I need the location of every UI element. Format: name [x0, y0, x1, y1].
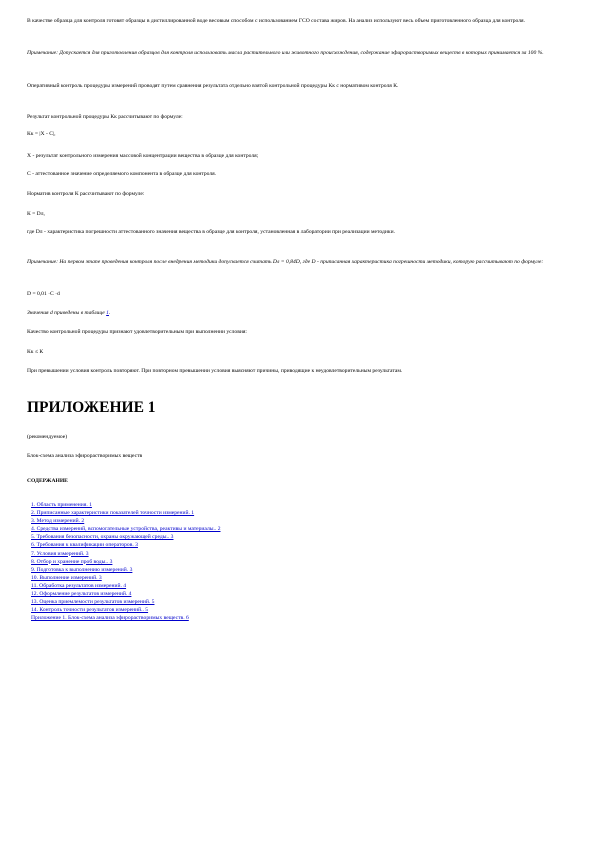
- toc-item: [31, 533, 221, 541]
- table-of-contents: [31, 501, 221, 622]
- toc-item: [31, 582, 221, 590]
- toc-link-4[interactable]: 4. Средства измерений, вспомогательные устройства, реактивы и материалы.. 2: [31, 526, 221, 533]
- toc-link-5[interactable]: 5. Требования безопасности, охраны окружающей среды.. 3: [31, 534, 174, 541]
- formula-condition: Кк ≤ К: [27, 349, 44, 355]
- formula-kk: Кк = |Х - С|,: [27, 131, 56, 137]
- toc-item: [31, 558, 221, 566]
- paragraph-quality-condition: Качество контрольной процедуры признают удовлетворительным при выполнении условия:: [27, 329, 247, 335]
- paragraph-table-reference: [27, 309, 562, 317]
- toc-link-6[interactable]: 6. Требования к квалификации операторов. 3: [31, 542, 138, 549]
- toc-item: [31, 525, 221, 533]
- table-reference-end: .: [108, 310, 111, 316]
- toc-link-10[interactable]: 10. Выполнение измерений. 3: [31, 574, 102, 581]
- toc-item: [31, 566, 221, 574]
- definition-dl: где Dл - характеристика погрешности аттестованного значения вещества в образце для контроля, установленная в лаборатории при реализации методики.: [27, 229, 395, 235]
- toc-link-12[interactable]: 12. Оформление результатов измерений. 4: [31, 591, 132, 598]
- toc-link-8[interactable]: 8. Отбор и хранение проб воды.. 3: [31, 558, 113, 565]
- toc-item: [31, 574, 221, 582]
- toc-link-2[interactable]: 2. Приписанные характеристики показателей точности измерений. 1: [31, 510, 195, 517]
- table-reference-text: Значения d приведены в таблице: [27, 310, 107, 316]
- toc-item: [31, 590, 221, 598]
- toc-title: СОДЕРЖАНИЕ: [27, 478, 68, 484]
- toc-item: [31, 501, 221, 509]
- formula-d: D = 0,01 ·С ·d: [27, 291, 60, 297]
- toc-link-appendix[interactable]: Приложение 1. Блок-схема анализа эфирорастворимых веществ. 6: [31, 615, 189, 622]
- toc-item: [31, 541, 221, 549]
- definition-x: Х - результат контрольного измерения массовой концентрации вещества в образце для контроля;: [27, 153, 259, 159]
- toc-link-11[interactable]: 11. Обработка результатов измерений. 4: [31, 582, 127, 589]
- toc-item: [31, 614, 221, 622]
- toc-link-3[interactable]: 3. Метод измерений. 2: [31, 518, 85, 525]
- toc-link-9[interactable]: 9. Подготовка к выполнению измерений. 3: [31, 566, 133, 573]
- toc-link-7[interactable]: 7. Условия измерений. 3: [31, 550, 89, 557]
- toc-link-1[interactable]: 1. Область применения. 1: [31, 502, 92, 508]
- paragraph-norm-intro: Норматив контроля К рассчитывают по формуле:: [27, 191, 145, 197]
- definition-c: С - аттестованное значение определяемого компонента в образце для контроля.: [27, 171, 217, 177]
- paragraph-formula-intro: Результат контрольной процедуры Кк рассчитывают по формуле:: [27, 114, 183, 120]
- note-first-stage: Примечание: На первом этапе проведения контроля после внедрения методики допускается считать Dл = 0,84D, где D - приписанная характеристика погрешности методики, которую рассчитывают по формуле:: [27, 259, 544, 265]
- toc-link-14[interactable]: 14. Контроль точности результатов измерений.. 5: [31, 607, 149, 614]
- toc-item: [31, 550, 221, 558]
- paragraph-sample-preparation: В качестве образца для контроля готовят образцы в дистиллированной воде весовым способом с использованием ГСО состава жиров. На анализ используют весь объем приготовленного образца для контроля.: [27, 18, 526, 24]
- toc-item: [31, 517, 221, 525]
- toc-link-13[interactable]: 13. Оценка приемлемости результатов измерений. 5: [31, 599, 155, 606]
- toc-item: [31, 509, 221, 517]
- note-oil-samples: Примечание: Допускается для приготовления образцов для контроля использовать масла растительного или животного происхождения, содержание эфирорастворимых веществ в которых принимается за 100 %.: [27, 50, 544, 56]
- formula-k: К = Dл,: [27, 211, 45, 217]
- appendix-title: ПРИЛОЖЕНИЕ 1: [27, 399, 156, 416]
- appendix-subtitle: (рекомендуемое): [27, 434, 68, 440]
- appendix-caption: Блок-схема анализа эфирорастворимых веществ: [27, 453, 143, 459]
- toc-item: [31, 606, 221, 614]
- paragraph-operational-control: Оперативный контроль процедуры измерений проводят путем сравнения результата отдельно взятой контрольной процедуры Кк с нормативом контроля К.: [27, 83, 399, 89]
- table-1-link[interactable]: 1: [106, 310, 109, 316]
- paragraph-repeat-control: При превышении условия контроль повторяют. При повторном превышении условия выясняют причины, приводящие к неудовлетворительным результатам.: [27, 368, 403, 374]
- toc-item: [31, 598, 221, 606]
